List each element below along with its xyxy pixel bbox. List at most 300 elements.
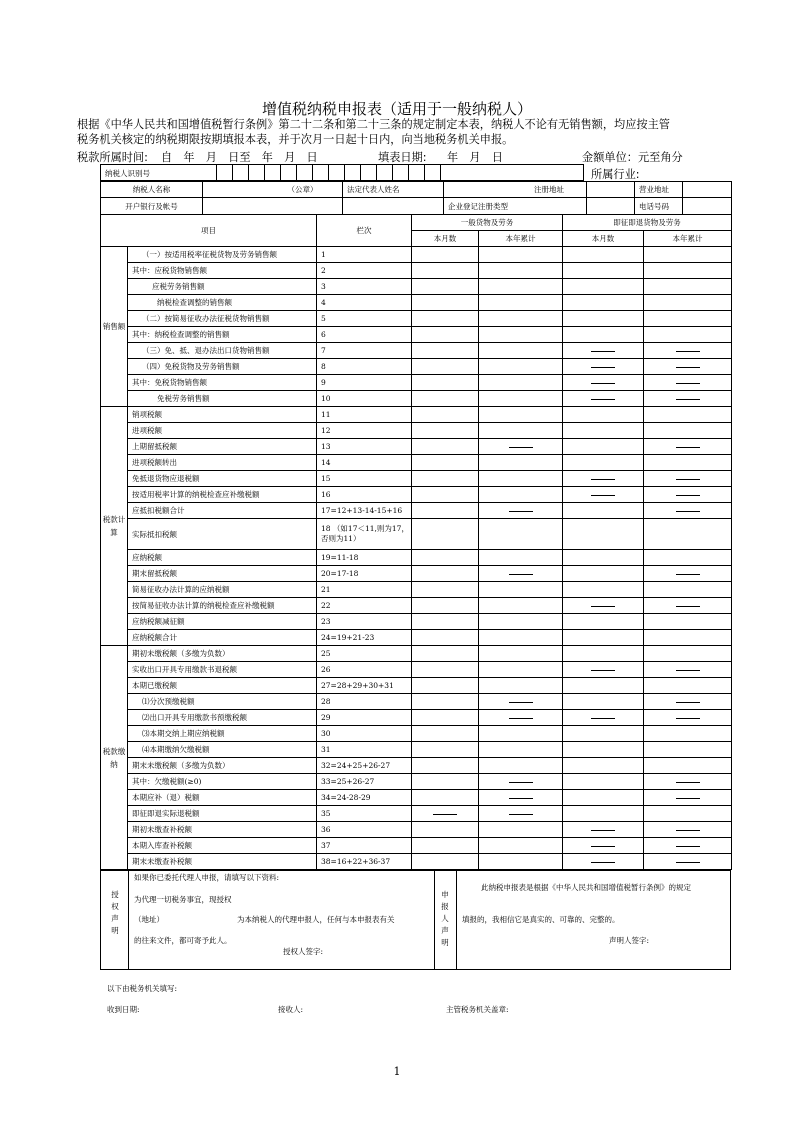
dash-mark — [676, 606, 700, 607]
table-row — [101, 519, 732, 550]
amount-cell[interactable] — [563, 519, 644, 550]
amount-cell[interactable] — [563, 423, 644, 439]
row-line-no: 32=24+25+26-27 — [317, 758, 412, 774]
amount-cell[interactable] — [563, 311, 644, 327]
not-applicable-cell — [644, 838, 732, 854]
amount-cell[interactable] — [412, 758, 479, 774]
amount-cell[interactable] — [412, 838, 479, 854]
dash-mark — [591, 670, 615, 671]
col-item-header: 项目 — [101, 215, 317, 247]
row-line-no: 22 — [317, 598, 412, 614]
amount-cell[interactable] — [412, 550, 479, 566]
row-line-no: 18 （如17＜11,则为17，否则为11） — [317, 519, 412, 550]
table-row — [101, 630, 732, 646]
row-label: 销项税额 — [128, 407, 317, 423]
amount-cell[interactable] — [412, 678, 479, 694]
row-label: （四）免税货物及劳务销售额 — [128, 359, 317, 375]
amount-cell[interactable] — [412, 614, 479, 630]
amount-cell[interactable] — [412, 471, 479, 487]
table-row — [101, 391, 732, 407]
table-row — [101, 279, 732, 295]
table-row — [101, 854, 732, 870]
seal-label: （公章） — [287, 185, 318, 194]
business-address-label: 营业地址 — [635, 182, 683, 198]
vat-return-table — [100, 214, 732, 870]
taxpayer-id-digit-box[interactable] — [216, 165, 228, 181]
not-applicable-cell — [644, 566, 732, 582]
amount-cell[interactable] — [479, 726, 563, 742]
not-applicable-cell — [479, 774, 563, 790]
amount-cell[interactable] — [563, 726, 644, 742]
dash-mark — [433, 814, 457, 815]
row-label: 纳税检查调整的销售额 — [128, 295, 317, 311]
not-applicable-cell — [479, 694, 563, 710]
row-line-no: 5 — [317, 311, 412, 327]
amount-cell[interactable] — [479, 391, 563, 407]
table-row — [101, 582, 732, 598]
table-row — [101, 407, 732, 423]
table-row — [101, 295, 732, 311]
amount-cell[interactable] — [644, 247, 732, 263]
reg-address-label: 注册地址 — [534, 185, 564, 194]
row-label: （三）免、抵、退办法出口货物销售额 — [128, 343, 317, 359]
amount-cell[interactable] — [563, 439, 644, 455]
row-line-no: 38=16+22+36-37 — [317, 854, 412, 870]
amount-cell[interactable] — [479, 455, 563, 471]
row-line-no: 31 — [317, 742, 412, 758]
amount-cell[interactable] — [412, 790, 479, 806]
col-general-header: 一般货物及劳务 — [412, 215, 563, 231]
amount-cell[interactable] — [644, 455, 732, 471]
row-line-no: 34=24-28-29 — [317, 790, 412, 806]
col-general-ytd: 本年累计 — [479, 231, 563, 247]
row-line-no: 11 — [317, 407, 412, 423]
amount-cell[interactable] — [563, 742, 644, 758]
footer-received-date: 收到日期: — [107, 1005, 140, 1014]
amount-cell[interactable] — [412, 598, 479, 614]
amount-cell[interactable] — [479, 295, 563, 311]
amount-cell[interactable] — [412, 566, 479, 582]
dash-mark — [591, 495, 615, 496]
col-general-month: 本月数 — [412, 231, 479, 247]
statement-block — [100, 870, 731, 970]
row-label: （二）按简易征收办法征税货物销售额 — [128, 311, 317, 327]
amount-cell[interactable] — [479, 519, 563, 550]
amount-cell[interactable] — [412, 694, 479, 710]
amount-cell[interactable] — [412, 726, 479, 742]
amount-cell[interactable] — [479, 678, 563, 694]
table-row — [101, 694, 732, 710]
amount-cell[interactable] — [479, 279, 563, 295]
amount-cell[interactable] — [479, 327, 563, 343]
dash-mark — [676, 495, 700, 496]
taxpayer-id-digit-box[interactable] — [408, 165, 420, 181]
taxpayer-id-digit-box[interactable] — [344, 165, 356, 181]
not-applicable-cell — [644, 822, 732, 838]
row-label: 本期应补（退）税额 — [128, 790, 317, 806]
seal-cell[interactable] — [203, 182, 343, 198]
decl-line-2: 填报的，我相信它是真实的、可靠的、完整的。 — [462, 915, 620, 924]
row-label: 期末留抵税额 — [128, 566, 317, 582]
amount-cell[interactable] — [563, 694, 644, 710]
col-immediate-month: 本月数 — [563, 231, 644, 247]
amount-cell[interactable] — [644, 295, 732, 311]
dash-mark — [676, 367, 700, 368]
not-applicable-cell — [563, 854, 644, 870]
row-label: 其中：纳税检查调整的销售额 — [128, 327, 317, 343]
amount-cell[interactable] — [563, 455, 644, 471]
taxpayer-id-digit-box[interactable] — [296, 165, 308, 181]
decl-line-1: 此纳税申报表是根据《中华人民共和国增值税暂行条例》的规定 — [481, 883, 691, 892]
not-applicable-cell — [479, 710, 563, 726]
amount-cell[interactable] — [563, 614, 644, 630]
dash-mark — [591, 399, 615, 400]
amount-cell[interactable] — [644, 630, 732, 646]
row-line-no: 14 — [317, 455, 412, 471]
section-tax-pay: 税款缴纳 — [101, 646, 128, 870]
auth-line-2: 为代理一切税务事宜，现授权 — [134, 895, 232, 904]
not-applicable-cell — [563, 391, 644, 407]
amount-cell[interactable] — [412, 375, 479, 391]
amount-cell[interactable] — [479, 742, 563, 758]
amount-cell[interactable] — [479, 487, 563, 503]
auth-line-4: 的往来文件，都可寄予此人。 — [134, 936, 232, 945]
amount-cell[interactable] — [563, 407, 644, 423]
col-immediate-ytd: 本年累计 — [644, 231, 732, 247]
row-label: 应纳税额减征额 — [128, 614, 317, 630]
taxpayer-id-digit-box[interactable] — [376, 165, 388, 181]
amount-cell[interactable] — [644, 614, 732, 630]
amount-cell[interactable] — [479, 407, 563, 423]
amount-cell[interactable] — [644, 742, 732, 758]
amount-cell[interactable] — [563, 678, 644, 694]
amount-cell[interactable] — [412, 343, 479, 359]
amount-cell[interactable] — [479, 630, 563, 646]
dash-mark — [676, 574, 700, 575]
row-line-no: 23 — [317, 614, 412, 630]
dash-mark — [591, 351, 615, 352]
amount-cell[interactable] — [412, 630, 479, 646]
amount-cell[interactable] — [479, 646, 563, 662]
amount-cell[interactable] — [644, 582, 732, 598]
amount-cell[interactable] — [412, 295, 479, 311]
reg-type-label: 企业登记注册类型 — [448, 201, 508, 211]
reg-address-field[interactable] — [587, 182, 635, 198]
amount-cell[interactable] — [644, 726, 732, 742]
row-line-no: 9 — [317, 375, 412, 391]
amount-cell[interactable] — [479, 582, 563, 598]
row-line-no: 13 — [317, 439, 412, 455]
auth-line-1: 如果你已委托代理人申报，请填写以下资料: — [134, 873, 280, 882]
taxpayer-id-digit-box[interactable] — [424, 165, 436, 181]
phone-label: 电话号码 — [635, 198, 683, 215]
amount-cell[interactable] — [644, 311, 732, 327]
dash-mark — [676, 511, 700, 512]
amount-cell[interactable] — [563, 774, 644, 790]
table-row — [101, 758, 732, 774]
row-label: 简易征收办法计算的应纳税额 — [128, 582, 317, 598]
col-line-header: 栏次 — [317, 215, 412, 247]
not-applicable-cell — [479, 790, 563, 806]
row-line-no: 15 — [317, 471, 412, 487]
legal-rep-field[interactable] — [444, 182, 587, 198]
table-row — [101, 550, 732, 566]
amount-cell[interactable] — [563, 247, 644, 263]
amount-cell[interactable] — [563, 790, 644, 806]
amount-cell[interactable] — [412, 710, 479, 726]
dash-mark — [591, 367, 615, 368]
amount-cell[interactable] — [412, 519, 479, 550]
amount-cell[interactable] — [412, 646, 479, 662]
amount-cell[interactable] — [412, 311, 479, 327]
row-line-no: 3 — [317, 279, 412, 295]
dash-mark — [676, 846, 700, 847]
legal-rep-label: 法定代表人姓名 — [343, 182, 444, 198]
amount-cell[interactable] — [412, 423, 479, 439]
amount-cell[interactable] — [563, 806, 644, 822]
row-label: 本期入库查补税额 — [128, 838, 317, 854]
amount-cell[interactable] — [479, 614, 563, 630]
amount-cell[interactable] — [644, 806, 732, 822]
amount-cell[interactable] — [412, 503, 479, 519]
table-row — [101, 726, 732, 742]
amount-cell[interactable] — [644, 519, 732, 550]
row-line-no: 20=17-18 — [317, 566, 412, 582]
row-line-no: 36 — [317, 822, 412, 838]
amount-cell[interactable] — [479, 598, 563, 614]
auth-signature-label: 授权人签字: — [283, 947, 324, 956]
reg-type-cell — [444, 198, 587, 215]
dash-mark — [676, 702, 700, 703]
row-line-no: 30 — [317, 726, 412, 742]
amount-cell[interactable] — [479, 359, 563, 375]
not-applicable-cell — [644, 391, 732, 407]
declaration-title: 申报人声明 — [441, 890, 449, 947]
auth-line-3a: （地址） — [134, 915, 164, 924]
amount-cell[interactable] — [412, 742, 479, 758]
not-applicable-cell — [412, 806, 479, 822]
page-number: 1 — [393, 1065, 401, 1078]
amount-cell[interactable] — [412, 391, 479, 407]
amount-cell[interactable] — [479, 662, 563, 678]
amount-cell[interactable] — [563, 263, 644, 279]
dash-mark — [509, 574, 533, 575]
amount-cell[interactable] — [563, 646, 644, 662]
bank-field[interactable] — [203, 198, 343, 215]
footer-tax-office-note: 以下由税务机关填写: — [107, 984, 178, 993]
dash-mark — [591, 606, 615, 607]
row-label: ⑶本期交纳上期应纳税额 — [128, 726, 317, 742]
section-tax-calc: 税款计算 — [101, 407, 128, 646]
table-row — [101, 359, 732, 375]
amount-cell[interactable] — [563, 566, 644, 582]
table-row — [101, 247, 732, 263]
row-line-no: 24=19+21-23 — [317, 630, 412, 646]
taxpayer-id-digit-box[interactable] — [360, 165, 372, 181]
taxpayer-id-digit-box[interactable] — [280, 165, 292, 181]
amount-cell[interactable] — [479, 758, 563, 774]
amount-cell[interactable] — [644, 423, 732, 439]
amount-cell[interactable] — [563, 550, 644, 566]
row-line-no: 37 — [317, 838, 412, 854]
amount-cell[interactable] — [479, 263, 563, 279]
taxpayer-id-digit-box[interactable] — [264, 165, 276, 181]
dash-mark — [676, 862, 700, 863]
amount-cell[interactable] — [412, 359, 479, 375]
taxpayer-id-digit-box[interactable] — [248, 165, 260, 181]
row-label: 免抵退货物应退税额 — [128, 471, 317, 487]
not-applicable-cell — [563, 710, 644, 726]
amount-cell[interactable] — [563, 295, 644, 311]
dash-mark — [676, 383, 700, 384]
auth-line-3b: 为本纳税人的代理申报人，任何与本申报表有关 — [237, 915, 395, 924]
amount-cell[interactable] — [479, 343, 563, 359]
table-row — [101, 710, 732, 726]
dash-mark — [676, 782, 700, 783]
amount-cell[interactable] — [479, 838, 563, 854]
row-line-no: 19=11-18 — [317, 550, 412, 566]
amount-cell[interactable] — [412, 279, 479, 295]
not-applicable-cell — [644, 662, 732, 678]
amount-cell[interactable] — [412, 455, 479, 471]
row-label: 实际抵扣税额 — [128, 519, 317, 550]
row-line-no: 35 — [317, 806, 412, 822]
taxpayer-id-digit-box[interactable] — [392, 165, 404, 181]
amount-cell[interactable] — [644, 646, 732, 662]
amount-cell[interactable] — [563, 503, 644, 519]
amount-cell[interactable] — [412, 439, 479, 455]
not-applicable-cell — [479, 806, 563, 822]
intro-line-1: 根据《中华人民共和国增值税暂行条例》第二十二条和第二十三条的规定制定本表，纳税人不论有无销售额，均应按主管 — [77, 118, 670, 131]
fill-date-label: 填表日期: — [378, 151, 427, 164]
amount-cell[interactable] — [412, 327, 479, 343]
table-row — [101, 614, 732, 630]
not-applicable-cell — [479, 503, 563, 519]
amount-cell[interactable] — [644, 279, 732, 295]
amount-cell[interactable] — [479, 423, 563, 439]
table-row — [101, 375, 732, 391]
taxpayer-id-digit-box[interactable] — [232, 165, 244, 181]
dash-mark — [509, 798, 533, 799]
amount-cell[interactable] — [412, 407, 479, 423]
row-label: 应纳税额合计 — [128, 630, 317, 646]
table-row — [101, 678, 732, 694]
table-row — [101, 503, 732, 519]
row-label: ⑵出口开具专用缴款书预缴税额 — [128, 710, 317, 726]
bank-field-ext[interactable] — [343, 198, 444, 215]
row-line-no: 21 — [317, 582, 412, 598]
dash-mark — [509, 447, 533, 448]
row-label: 应纳税额 — [128, 550, 317, 566]
amount-cell[interactable] — [644, 550, 732, 566]
amount-cell[interactable] — [563, 758, 644, 774]
not-applicable-cell — [644, 710, 732, 726]
dash-mark — [591, 862, 615, 863]
taxpayer-name-label: 纳税人名称 — [101, 182, 203, 198]
taxpayer-info-table — [100, 181, 732, 215]
amount-cell[interactable] — [644, 678, 732, 694]
not-applicable-cell — [644, 359, 732, 375]
period-range: 自 年 月 日至 年 月 日 — [161, 151, 318, 164]
row-line-no: 8 — [317, 359, 412, 375]
amount-cell[interactable] — [644, 327, 732, 343]
row-line-no: 33=25+26-27 — [317, 774, 412, 790]
amount-cell[interactable] — [412, 662, 479, 678]
business-address-field[interactable] — [683, 182, 732, 198]
amount-cell[interactable] — [479, 471, 563, 487]
taxpayer-id-digit-box[interactable] — [328, 165, 340, 181]
row-label: 即征即退实际退税额 — [128, 806, 317, 822]
table-row — [101, 742, 732, 758]
table-row — [101, 471, 732, 487]
not-applicable-cell — [644, 343, 732, 359]
amount-cell[interactable] — [479, 550, 563, 566]
dash-mark — [676, 718, 700, 719]
dash-mark — [676, 351, 700, 352]
amount-cell[interactable] — [644, 758, 732, 774]
row-label: 期初未缴税额（多缴为负数） — [128, 646, 317, 662]
table-row — [101, 566, 732, 582]
amount-cell[interactable] — [412, 582, 479, 598]
not-applicable-cell — [563, 838, 644, 854]
amount-cell[interactable] — [563, 327, 644, 343]
row-label: 应税劳务销售额 — [128, 279, 317, 295]
row-label: 本期已缴税额 — [128, 678, 317, 694]
col-immediate-header: 即征即退货物及劳务 — [563, 215, 732, 231]
amount-cell[interactable] — [479, 375, 563, 391]
dash-mark — [591, 830, 615, 831]
amount-cell[interactable] — [412, 247, 479, 263]
table-row — [101, 806, 732, 822]
table-row — [101, 455, 732, 471]
not-applicable-cell — [644, 487, 732, 503]
amount-cell[interactable] — [644, 263, 732, 279]
amount-cell[interactable] — [412, 774, 479, 790]
reg-type-field[interactable] — [587, 198, 635, 215]
amount-cell[interactable] — [479, 247, 563, 263]
row-line-no: 16 — [317, 487, 412, 503]
phone-field[interactable] — [683, 198, 732, 215]
row-label: 进项税额转出 — [128, 455, 317, 471]
amount-cell[interactable] — [412, 487, 479, 503]
row-label: 应抵扣税额合计 — [128, 503, 317, 519]
table-row — [101, 646, 732, 662]
not-applicable-cell — [644, 854, 732, 870]
dash-mark — [676, 670, 700, 671]
dash-mark — [591, 718, 615, 719]
taxpayer-id-digit-box[interactable] — [440, 165, 452, 181]
table-row — [101, 662, 732, 678]
dash-mark — [591, 479, 615, 480]
amount-cell[interactable] — [412, 263, 479, 279]
amount-cell[interactable] — [563, 630, 644, 646]
amount-cell[interactable] — [644, 407, 732, 423]
row-line-no: 29 — [317, 710, 412, 726]
section-sales: 销售额 — [101, 247, 128, 407]
row-label: 期末未缴税额（多缴为负数） — [128, 758, 317, 774]
amount-cell[interactable] — [479, 311, 563, 327]
amount-cell[interactable] — [479, 854, 563, 870]
amount-cell[interactable] — [563, 582, 644, 598]
taxpayer-id-digit-box[interactable] — [312, 165, 324, 181]
row-label: 按适用税率计算的纳税检查应补缴税额 — [128, 487, 317, 503]
amount-cell[interactable] — [479, 822, 563, 838]
row-line-no: 26 — [317, 662, 412, 678]
amount-cell[interactable] — [412, 854, 479, 870]
amount-cell[interactable] — [412, 822, 479, 838]
amount-cell[interactable] — [563, 279, 644, 295]
not-applicable-cell — [479, 439, 563, 455]
